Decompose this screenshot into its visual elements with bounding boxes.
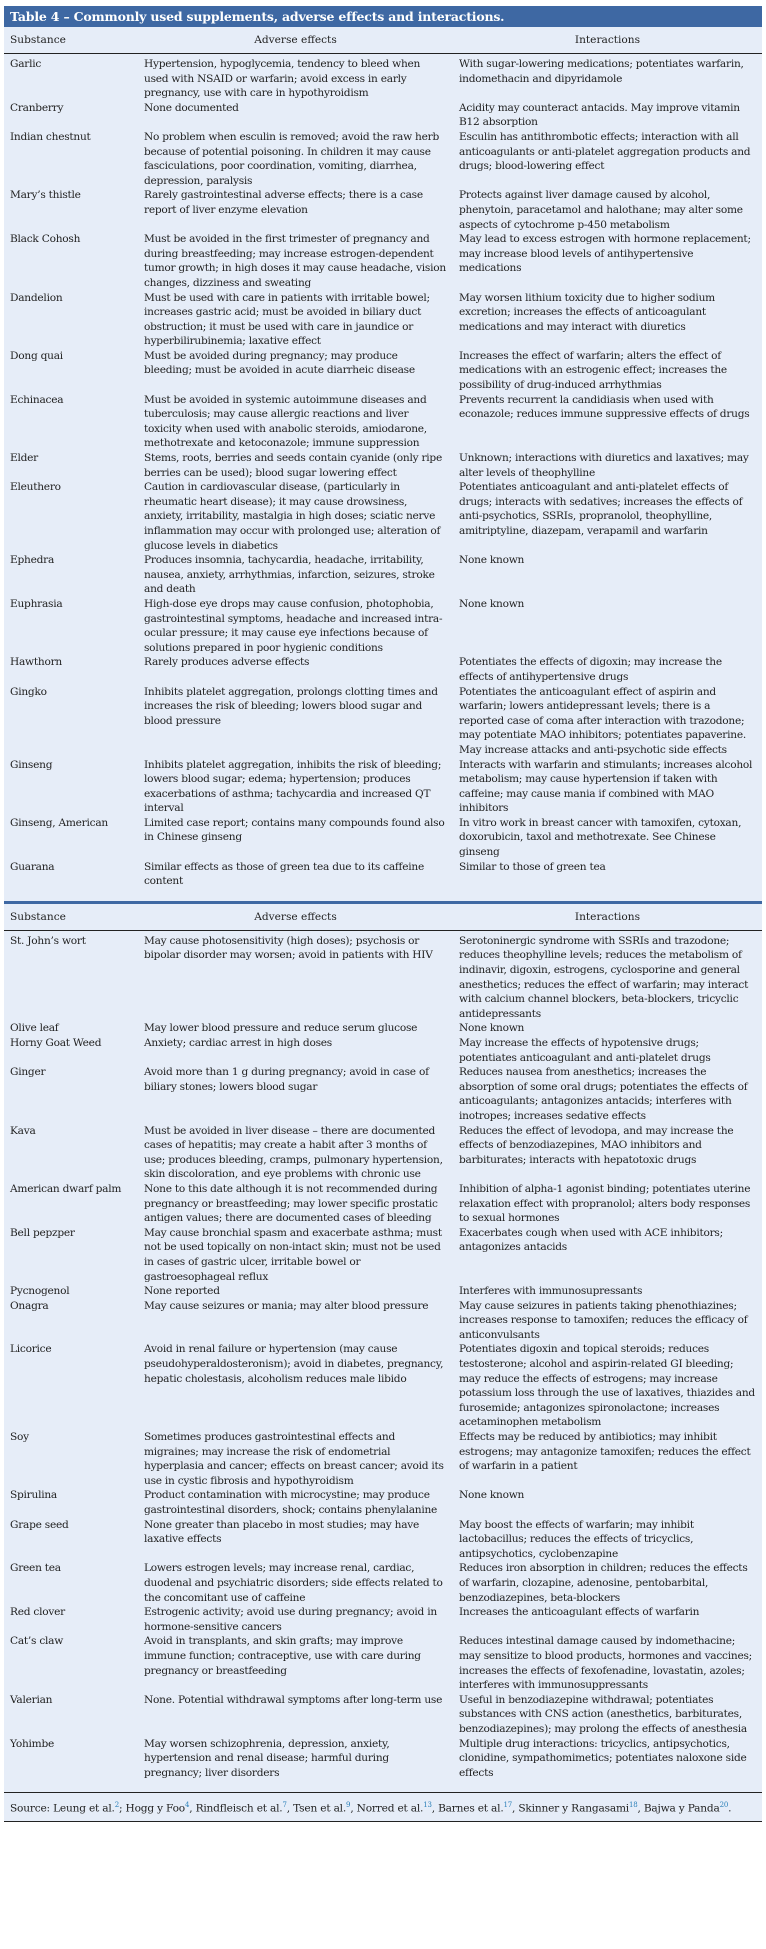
cell-adverse-effects: Produces insomnia, tachycardia, headache, irritability, nausea, anxiety, arrhythmias, infarction, seizures, stroke and death [144, 554, 435, 596]
cell-adverse-effects: None reported [144, 1285, 220, 1298]
cell-interactions: Inhibition of alpha-1 agonist binding; potentiates uterine relaxation effect with propranolol; alters body responses to sexual hormones [459, 1182, 751, 1225]
table-row [4, 1488, 762, 1517]
cell-interactions: May boost the effects of warfarin; may inhibit lactobacillus; reduces the effects of tricyclics, antipsychotics, cyclobenzapine [459, 1518, 694, 1560]
source-reference: Rindfleisch et al. [195, 1802, 283, 1815]
supplements-table [4, 6, 762, 1822]
cell-interactions: May worsen lithium toxicity due to higher sodium excretion; increases the effects of anticoagulant medications and may interact with diuretics [459, 291, 715, 333]
cell-interactions: Potentiates the effects of digoxin; may increase the effects of antihypertensive drugs [459, 656, 722, 683]
cell-interactions: Exacerbates cough when used with ACE inhibitors; antagonizes antacids [459, 1226, 723, 1254]
cell-adverse-effects: May lower blood pressure and reduce serum glucose [144, 1022, 418, 1035]
cell-adverse-effects: None greater than placebo in most studies; may have laxative effects [144, 1518, 420, 1546]
cell-substance: Kava [10, 1124, 36, 1137]
reference-link[interactable]: 2 [114, 1801, 119, 1810]
cell-substance: Grape seed [10, 1518, 69, 1531]
cell-interactions: Potentiates the anticoagulant effect of aspirin and warfarin; lowers antidepressant levels; there is a reported case of coma after interaction with trazodone; may potentiate MAO inhibitors; potentiates papaverine. May increase attacks and anti-psychotic side effects [459, 685, 746, 756]
table-row [4, 1299, 762, 1343]
cell-substance: Guarana [10, 860, 55, 873]
cell-adverse-effects: None documented [144, 101, 239, 114]
cell-adverse-effects: Must be avoided during pregnancy; may produce bleeding; must be avoided in acute diarrheic disease [144, 349, 415, 377]
cell-adverse-effects: Must be avoided in the first trimester of pregnancy and during breastfeeding; may increase estrogen-dependent tumor growth; in high doses it may cause headache, vision changes, dizziness and sweating [144, 233, 446, 289]
cell-interactions: Useful in benzodiazepine withdrawal; potentiates substances with CNS action (anesthetics, barbiturates, benzodiazepines); may prolong the effects of anesthesia [459, 1693, 747, 1735]
section-2-body [4, 930, 762, 1792]
cell-substance: Echinacea [10, 393, 64, 406]
reference-link[interactable]: 20 [719, 1801, 729, 1810]
cell-adverse-effects: Anxiety; cardiac arrest in high doses [144, 1037, 332, 1049]
cell-substance: Valerian [10, 1693, 53, 1706]
table-row [4, 1430, 762, 1488]
cell-interactions: Reduces the effect of levodopa, and may increase the effects of benzodiazepines, MAO inhibitors and barbiturates; interacts with hepatotoxic drugs [459, 1124, 734, 1166]
cell-interactions: Interferes with immunosupressants [459, 1285, 643, 1298]
table-row [4, 1605, 762, 1634]
reference-link[interactable]: 9 [346, 1801, 351, 1810]
source-reference: Tsen et al. [293, 1802, 347, 1815]
cell-interactions: Prevents recurrent la candidiasis when used with econazole; reduces immune suppressive effects of drugs [459, 393, 750, 421]
cell-adverse-effects: Rarely gastrointestinal adverse effects; there is a case report of liver enzyme elevation [144, 189, 423, 216]
cell-substance: Licorice [10, 1343, 52, 1356]
table-row [4, 1737, 762, 1793]
cell-substance: St. John’s wort [10, 934, 86, 947]
source-reference: Barnes et al. [438, 1802, 504, 1815]
cell-substance: Onagra [10, 1299, 49, 1312]
cell-substance: Black Cohosh [10, 233, 81, 246]
cell-adverse-effects: Hypertension, hypoglycemia, tendency to bleed when used with NSAID or warfarin; avoid excess in early pregnancy, use with care in hypothyroidism [144, 58, 421, 100]
table-title: Table 4 – Commonly used supplements, adverse effects and interactions. [4, 6, 762, 27]
table-row [4, 1342, 762, 1430]
cell-substance: Yohimbe [10, 1737, 55, 1750]
table-row [4, 130, 762, 188]
table-row [4, 1124, 762, 1182]
cell-interactions: Reduces intestinal damage caused by indomethacine; may sensitize to blood products, hormones and vaccines; increases the effects of fexofenadine, lovastatin, azoles; interferes with immunosuppressants [459, 1635, 752, 1692]
table-row [4, 1182, 762, 1226]
cell-substance: Cat’s claw [10, 1635, 64, 1648]
cell-substance: Spirulina [10, 1489, 57, 1502]
cell-interactions: Multiple drug interactions: tricyclics, antipsychotics, clonidine, sympathomimetics; potentiates naloxone side effects [459, 1737, 747, 1779]
cell-substance: Mary’s thistle [10, 189, 81, 202]
cell-interactions: Potentiates digoxin and topical steroids; reduces testosterone; alcohol and aspirin-related GI bleeding; may reduce the effects of estrogens; may increase potassium loss through the use of laxatives, thiazides and furosemide; antagonizes spironolactone; increases acetaminophen metabolism [459, 1343, 755, 1429]
cell-interactions: With sugar-lowering medications; potentiates warfarin, indomethacin and dipyridamole [459, 58, 744, 85]
table-row [4, 1036, 762, 1065]
table-row [4, 1634, 762, 1692]
cell-interactions: May lead to excess estrogen with hormone replacement; may increase blood levels of antihypertensive medications [459, 233, 751, 275]
header-substance: Substance [4, 904, 138, 931]
cell-adverse-effects: May cause photosensitivity (high doses); psychosis or bipolar disorder may worsen; avoid in patients with HIV [144, 934, 433, 962]
header-row [4, 904, 762, 931]
section-1-body [4, 54, 762, 901]
header-adverse-effects: Adverse effects [138, 27, 453, 54]
table-row [4, 655, 762, 684]
reference-link[interactable]: 4 [184, 1801, 190, 1810]
reference-separator: . [728, 1802, 732, 1815]
cell-interactions: Effects may be reduced by antibiotics; may inhibit estrogens; may antagonize tamoxifen; reduces the effect of warfarin in a patient [459, 1431, 751, 1473]
cell-adverse-effects: May cause seizures or mania; may alter blood pressure [144, 1299, 429, 1312]
cell-adverse-effects: Caution in cardiovascular disease, (particularly in rheumatic heart disease); it may cause drowsiness, anxiety, irritability, mastalgia in high doses; sciatic nerve inflammation may occur with prolonged use; alteration of glucose levels in diabetics [144, 481, 441, 552]
cell-substance: Elder [10, 452, 38, 465]
cell-substance: Eleuthero [10, 481, 61, 494]
cell-adverse-effects: Lowers estrogen levels; may increase renal, cardiac, duodenal and psychiatric disorders; side effects related to the concomitant use of caffeine [144, 1562, 443, 1604]
cell-adverse-effects: Avoid in transplants, and skin grafts; may improve immune function; contraceptive, use with care during pregnancy or breastfeeding [144, 1635, 421, 1677]
cell-interactions: None known [459, 554, 525, 567]
reference-link[interactable]: 13 [423, 1801, 432, 1810]
header-substance: Substance [4, 27, 138, 54]
cell-adverse-effects: Estrogenic activity; avoid use during pregnancy; avoid in hormone-sensitive cancers [144, 1606, 437, 1633]
cell-interactions: None known [459, 597, 525, 610]
table-row [4, 685, 762, 758]
table-row [4, 188, 762, 232]
cell-substance: Ginseng [10, 758, 53, 771]
cell-adverse-effects: None to this date although it is not recommended during pregnancy or breastfeeding; may lower specific prostatic antigen values; there are documented cases of bleeding [144, 1182, 438, 1225]
cell-substance: Indian chestnut [10, 130, 91, 143]
cell-interactions: Protects against liver damage caused by alcohol, phenytoin, paracetamol and halothane; may alter some aspects of cytochrome p-450 metabolism [459, 189, 743, 231]
table-row [4, 291, 762, 349]
cell-adverse-effects: Avoid in renal failure or hypertension (may cause pseudohyperaldosteronism); avoid in diabetes, pregnancy, hepatic cholestasis, alcoholism reduces male libido [144, 1343, 444, 1385]
cell-substance: Garlic [10, 58, 42, 70]
cell-interactions: May cause seizures in patients taking phenothiazines; increases response to tamoxifen; reduces the efficacy of anticonvulsants [459, 1299, 748, 1341]
table-row [4, 1065, 762, 1123]
table-section-2 [4, 904, 762, 1792]
cell-adverse-effects: Inhibits platelet aggregation, prolongs clotting times and increases the risk of bleeding; lowers blood sugar and blood pressure [144, 685, 438, 727]
table-row [4, 930, 762, 1021]
table-row [4, 860, 762, 901]
cell-adverse-effects: Rarely produces adverse effects [144, 656, 310, 669]
cell-adverse-effects: None. Potential withdrawal symptoms after long-term use [144, 1693, 443, 1706]
cell-substance: Bell pepzper [10, 1226, 75, 1239]
header-interactions: Interactions [453, 904, 762, 931]
cell-substance: American dwarf palm [10, 1182, 122, 1195]
table-row [4, 480, 762, 553]
reference-separator: , [286, 1802, 294, 1815]
table-row [4, 1518, 762, 1562]
cell-adverse-effects: May worsen schizophrenia, depression, anxiety, hypertension and renal disease; harmful during pregnancy; liver disorders [144, 1737, 390, 1779]
cell-interactions: Increases the anticoagulant effects of warfarin [459, 1606, 700, 1619]
table-row [4, 553, 762, 597]
table-source-footnote [4, 1792, 762, 1822]
cell-adverse-effects: May cause bronchial spasm and exacerbate asthma; must not be used topically on non-intact skin; must not be used in cases of gastric ulcer, irritable bowel or gastroesophageal reflux [144, 1226, 442, 1283]
cell-adverse-effects: Avoid more than 1 g during pregnancy; avoid in case of biliary stones; lowers blood sugar [144, 1066, 429, 1093]
cell-interactions: Interacts with warfarin and stimulants; increases alcohol metabolism; may cause hypertension if taken with caffeine; may cause mania if combined with MAO inhibitors [459, 758, 753, 815]
cell-substance: Red clover [10, 1606, 65, 1619]
cell-interactions: May increase the effects of hypotensive drugs; potentiates anticoagulant and anti-platelet drugs [459, 1037, 711, 1064]
cell-substance: Euphrasia [10, 597, 63, 610]
table-row [4, 1021, 762, 1036]
source-reference: Bajwa y Panda [643, 1802, 720, 1815]
table-row [4, 1561, 762, 1605]
cell-substance: Dandelion [10, 291, 63, 304]
reference-separator: , [431, 1802, 439, 1815]
cell-adverse-effects: No problem when esculin is removed; avoid the raw herb because of potential poisoning. In children it may cause fasciculations, poor coordination, vomiting, diarrhea, depression, paralysis [144, 130, 439, 187]
source-reference: Norred et al. [356, 1802, 424, 1815]
table-row [4, 816, 762, 860]
table-row [4, 597, 762, 655]
cell-substance: Ginseng, American [10, 816, 108, 829]
table-row [4, 1693, 762, 1737]
cell-interactions: Increases the effect of warfarin; alters the effect of medications with an estrogenic effect; increases the possibility of drug-induced arrhythmias [459, 349, 727, 392]
cell-interactions: None known [459, 1489, 525, 1502]
source-reference: Skinner y Rangasami [518, 1802, 629, 1815]
table-row [4, 1226, 762, 1284]
header-adverse-effects: Adverse effects [138, 904, 453, 931]
cell-adverse-effects: Inhibits platelet aggregation, inhibits the risk of bleeding; lowers blood sugar; edema; hypertension; produces exacerbations of asthma; tachycardia and increased QT interval [144, 758, 442, 815]
table-section-1 [4, 27, 762, 901]
cell-adverse-effects: Limited case report; contains many compounds found also in Chinese ginseng [144, 816, 445, 844]
cell-substance: Soy [10, 1431, 29, 1444]
cell-interactions: Unknown; interactions with diuretics and laxatives; may alter levels of theophylline [459, 452, 749, 479]
cell-adverse-effects: High-dose eye drops may cause confusion, photophobia, gastrointestinal symptoms, headache and increased intra-ocular pressure; it may cause eye infections because of solutions prepared in poor hygienic conditions [144, 597, 443, 654]
cell-substance: Dong quai [10, 349, 63, 362]
table-row [4, 451, 762, 480]
reference-link[interactable]: 7 [282, 1801, 287, 1810]
cell-interactions: Reduces iron absorption in children; reduces the effects of warfarin, clozapine, adenosine, pentobarbital, benzodiazepines, beta-blockers [459, 1562, 748, 1604]
table-row [4, 1284, 762, 1299]
cell-substance: Olive leaf [10, 1022, 59, 1035]
cell-interactions: Serotoninergic syndrome with SSRIs and trazodone; reduces theophylline levels; reduces the metabolism of indinavir, digoxin, estrogens, cyclosporine and general anesthetics; reduces the effect of warfarin; may interact with calcium channel blockers, beta-blockers, tricyclic antidepressants [459, 934, 749, 1020]
reference-separator: , [512, 1802, 519, 1815]
source-reference: Leung et al. [53, 1802, 115, 1815]
cell-adverse-effects: Sometimes produces gastrointestinal effects and migraines; may increase the risk of endometrial hyperplasia and cancer; effects on breast cancer; avoid its use in cystic fibrosis and hypothyroidism [144, 1431, 444, 1487]
reference-link[interactable]: 18 [628, 1801, 638, 1810]
reference-separator: ; [119, 1802, 126, 1815]
cell-substance: Gingko [10, 685, 47, 698]
cell-substance: Ginger [10, 1066, 46, 1079]
table-row [4, 349, 762, 393]
cell-interactions: Reduces nausea from anesthetics; increases the absorption of some oral drugs; potentiates the effects of anticoagulants; antagonizes antacids; interferes with inotropes; increases sedative effects [459, 1066, 748, 1122]
table-row [4, 232, 762, 290]
cell-adverse-effects: Similar effects as those of green tea due to its caffeine content [144, 860, 424, 888]
table-row [4, 54, 762, 101]
cell-substance: Ephedra [10, 554, 55, 567]
table-row [4, 393, 762, 451]
reference-separator: , [350, 1802, 357, 1815]
cell-substance: Cranberry [10, 101, 64, 114]
cell-interactions: Potentiates anticoagulant and anti-platelet effects of drugs; interacts with sedatives; increases the effects of anti-psychotics, SSRIs, propranolol, theophylline, amitriptyline, diazepam, verapamil and warfarin [459, 481, 743, 537]
table-row [4, 101, 762, 130]
reference-separator: , [189, 1802, 196, 1815]
cell-interactions: Esculin has antithrombotic effects; interaction with all anticoagulants or anti-platelet aggregation products and drugs; blood-lowering effect [459, 130, 751, 173]
source-prefix: Source: [10, 1802, 54, 1815]
table-row [4, 758, 762, 816]
source-reference: Hogg y Foo [125, 1802, 185, 1815]
cell-adverse-effects: Must be avoided in systemic autoimmune diseases and tuberculosis; may cause allergic reactions and liver toxicity when used with anabolic steroids, amiodarone, methotrexate and ketoconazole; immune suppression [144, 393, 427, 450]
cell-substance: Hawthorn [10, 656, 62, 669]
cell-adverse-effects: Must be used with care in patients with irritable bowel; increases gastric acid; must be avoided in biliary duct obstruction; it must be used with care in jaundice or hyperbilirubinemia; laxative effect [144, 291, 430, 348]
cell-substance: Green tea [10, 1562, 61, 1575]
cell-adverse-effects: Must be avoided in liver disease – there are documented cases of hepatitis; may create a habit after 3 months of use; produces bleeding, cramps, pulmonary hypertension, skin discoloration, and eye problems with chronic use [144, 1124, 443, 1181]
cell-interactions: In vitro work in breast cancer with tamoxifen, cytoxan, doxorubicin, taxol and methotrexate. See Chinese ginseng [459, 816, 742, 859]
header-interactions: Interactions [453, 27, 762, 54]
cell-substance: Pycnogenol [10, 1285, 70, 1298]
header-row [4, 27, 762, 54]
cell-interactions: Acidity may counteract antacids. May improve vitamin B12 absorption [459, 101, 740, 129]
cell-adverse-effects: Stems, roots, berries and seeds contain cyanide (only ripe berries can be used); blood sugar lowering effect [144, 452, 442, 479]
cell-adverse-effects: Product contamination with microcystine; may produce gastrointestinal disorders, shock; contains phenylalanine [144, 1489, 438, 1516]
reference-separator: , [637, 1802, 644, 1815]
cell-interactions: Similar to those of green tea [459, 860, 606, 873]
cell-interactions: None known [459, 1022, 525, 1035]
reference-link[interactable]: 17 [503, 1801, 513, 1810]
cell-substance: Horny Goat Weed [10, 1037, 102, 1049]
